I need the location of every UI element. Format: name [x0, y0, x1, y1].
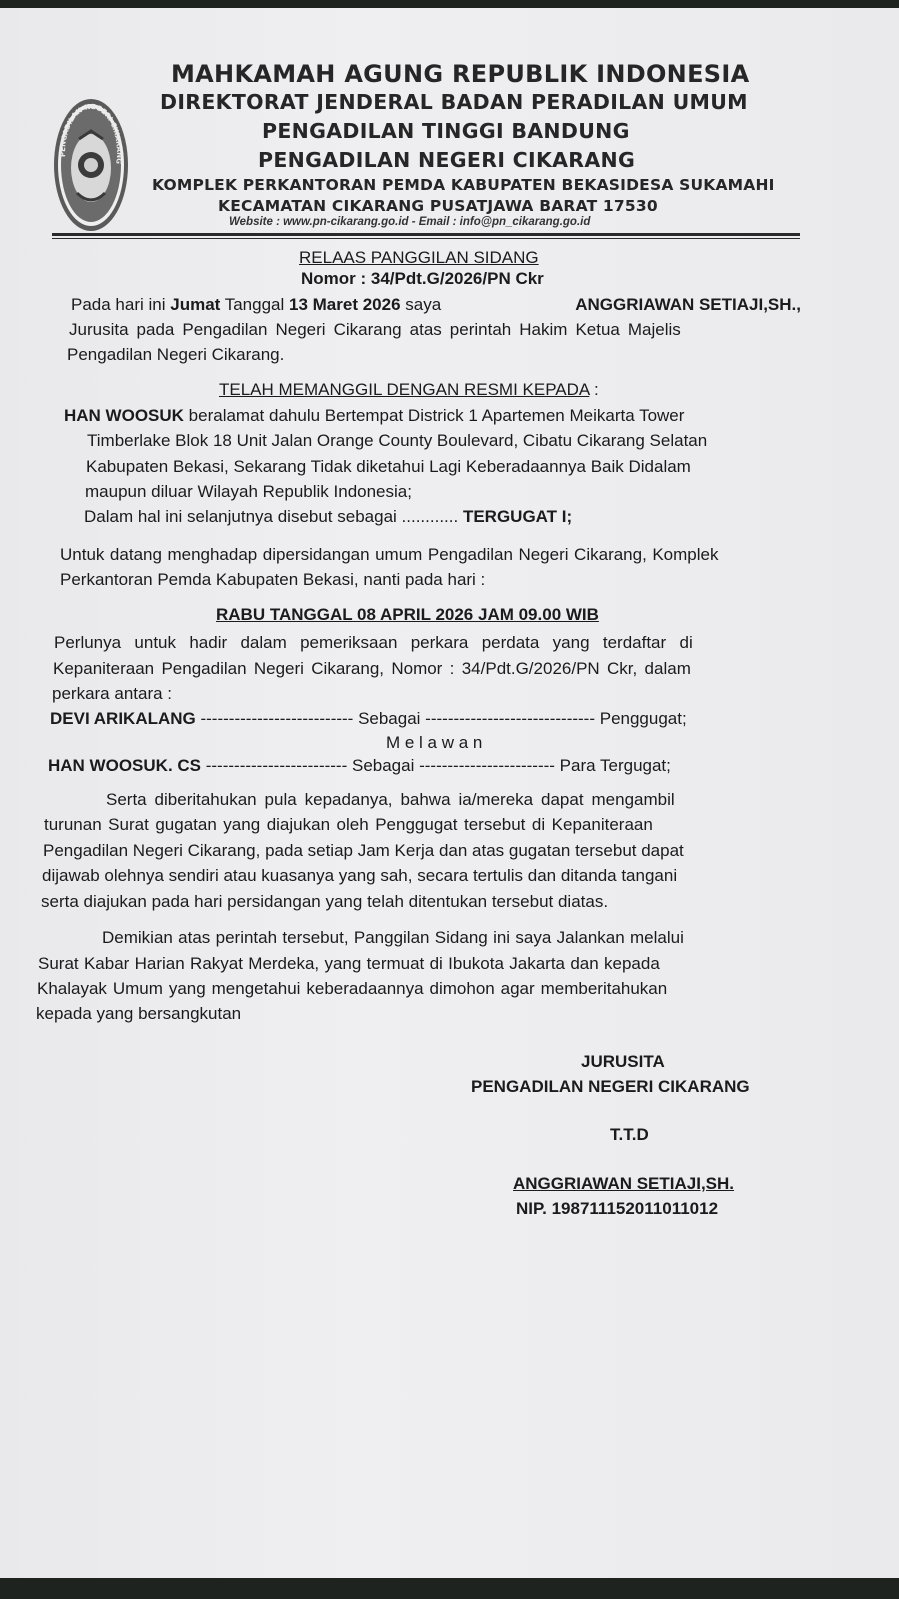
notice-line-5: serta diajukan pada hari persidangan yang telah ditentukan tersebut diatas.	[41, 892, 609, 911]
letterhead-address-2: KECAMATAN CIKARANG PUSATJAWA BARAT 17530	[218, 197, 658, 215]
invite-line-1: Untuk datang menghadap dipersidangan umum Pengadilan Negeri Cikarang, Komplek	[60, 545, 719, 564]
letterhead-line-3: PENGADILAN TINGGI BANDUNG	[262, 119, 630, 143]
letterhead-divider	[52, 233, 800, 236]
document-page	[0, 8, 899, 1578]
notice-line-2: turunan Surat gugatan yang diajukan oleh Penggugat tersebut di Kepaniteraan	[44, 815, 653, 834]
opening-line-2: Jurusita pada Pengadilan Negeri Cikarang atas perintah Hakim Ketua Majelis	[69, 320, 681, 339]
party-plaintiff: DEVI ARIKALANG --------------------------- Sebagai ------------------------------ Penggugat;	[50, 709, 687, 728]
closing-line-4: kepada yang bersangkutan	[36, 1004, 242, 1023]
notice-line-3: Pengadilan Negeri Cikarang, pada setiap Jam Kerja dan atas gugatan tersebut dapat	[43, 841, 684, 860]
closing-line-3: Khalayak Umum yang mengetahui keberadaannya dimohon agar memberitahukan	[37, 979, 668, 998]
document-title: RELAAS PANGGILAN SIDANG	[299, 248, 539, 267]
opening-line-1: Pada hari ini Jumat Tanggal 13 Maret 2026 saya ANGGRIAWAN SETIAJI,SH.,	[71, 295, 801, 314]
versus-label: M e l a w a n	[386, 733, 483, 752]
addressee-line-5: Dalam hal ini selanjutnya disebut sebagai ............ TERGUGAT I;	[84, 507, 573, 526]
closing-line-1: Demikian atas perintah tersebut, Panggilan Sidang ini saya Jalankan melalui	[102, 928, 684, 947]
document-number: Nomor : 34/Pdt.G/2026/PN Ckr	[301, 269, 544, 288]
letterhead-line-2: DIREKTORAT JENDERAL BADAN PERADILAN UMUM	[160, 90, 748, 114]
signature-ttd: T.T.D	[610, 1125, 649, 1144]
plaintiff-name: DEVI ARIKALANG	[50, 709, 196, 728]
seal-text: PENGADILAN NEGERI CIKARANG	[58, 102, 124, 165]
signature-office: PENGADILAN NEGERI CIKARANG	[471, 1077, 750, 1096]
signature-nip: NIP. 198711152011011012	[516, 1199, 719, 1218]
addressee-line-1: HAN WOOSUK beralamat dahulu Bertempat Districk 1 Apartemen Meikarta Tower	[64, 406, 685, 425]
addressee-line-3: Kabupaten Bekasi, Sekarang Tidak diketahui Lagi Keberadaannya Baik Didalam	[86, 457, 691, 476]
letterhead-line-1: MAHKAMAH AGUNG REPUBLIK INDONESIA	[171, 60, 750, 88]
addressee-name: HAN WOOSUK	[64, 406, 184, 425]
closing-line-2: Surat Kabar Harian Rakyat Merdeka, yang termuat di Ibukota Jakarta dan kepada	[38, 954, 660, 973]
letterhead-divider-thin	[52, 238, 800, 239]
purpose-line-1: Perlunya untuk hadir dalam pemeriksaan perkara perdata yang terdaftar di	[54, 633, 693, 652]
party-defendant: HAN WOOSUK. CS ------------------------- Sebagai ------------------------ Para Tergugat;	[48, 756, 671, 775]
addressee-line-2: Timberlake Blok 18 Unit Jalan Orange County Boulevard, Cibatu Cikarang Selatan	[87, 431, 708, 450]
purpose-line-3: perkara antara :	[52, 684, 173, 703]
summon-heading: TELAH MEMANGGIL DENGAN RESMI KEPADA :	[219, 380, 599, 399]
addressee-designation: TERGUGAT I;	[462, 507, 573, 526]
notice-line-1: Serta diberitahukan pula kepadanya, bahwa ia/mereka dapat mengambil	[106, 790, 675, 809]
signature-role: JURUSITA	[581, 1052, 665, 1071]
notice-line-4: dijawab olehnya sendiri atau kuasanya yang sah, secara tertulis dan ditanda tangani	[42, 866, 678, 885]
hearing-date: RABU TANGGAL 08 APRIL 2026 JAM 09.00 WIB	[216, 605, 599, 624]
addressee-line-4: maupun diluar Wilayah Republik Indonesia;	[85, 482, 412, 501]
signature-name: ANGGRIAWAN SETIAJI,SH.	[513, 1174, 735, 1193]
court-seal-icon	[52, 93, 130, 233]
letterhead-address-1: KOMPLEK PERKANTORAN PEMDA KABUPATEN BEKASIDESA SUKAMAHI	[152, 176, 775, 194]
letterhead-website: Website : www.pn-cikarang.go.id - Email : info@pn_cikarang.go.id	[229, 216, 591, 228]
purpose-line-2: Kepaniteraan Pengadilan Negeri Cikarang, Nomor : 34/Pdt.G/2026/PN Ckr, dalam	[53, 659, 691, 678]
defendant-name: HAN WOOSUK. CS	[48, 756, 201, 775]
invite-line-2: Perkantoran Pemda Kabupaten Bekasi, nanti pada hari :	[60, 570, 486, 589]
letterhead-line-4: PENGADILAN NEGERI CIKARANG	[258, 148, 636, 172]
opening-line-3: Pengadilan Negeri Cikarang.	[67, 345, 285, 364]
